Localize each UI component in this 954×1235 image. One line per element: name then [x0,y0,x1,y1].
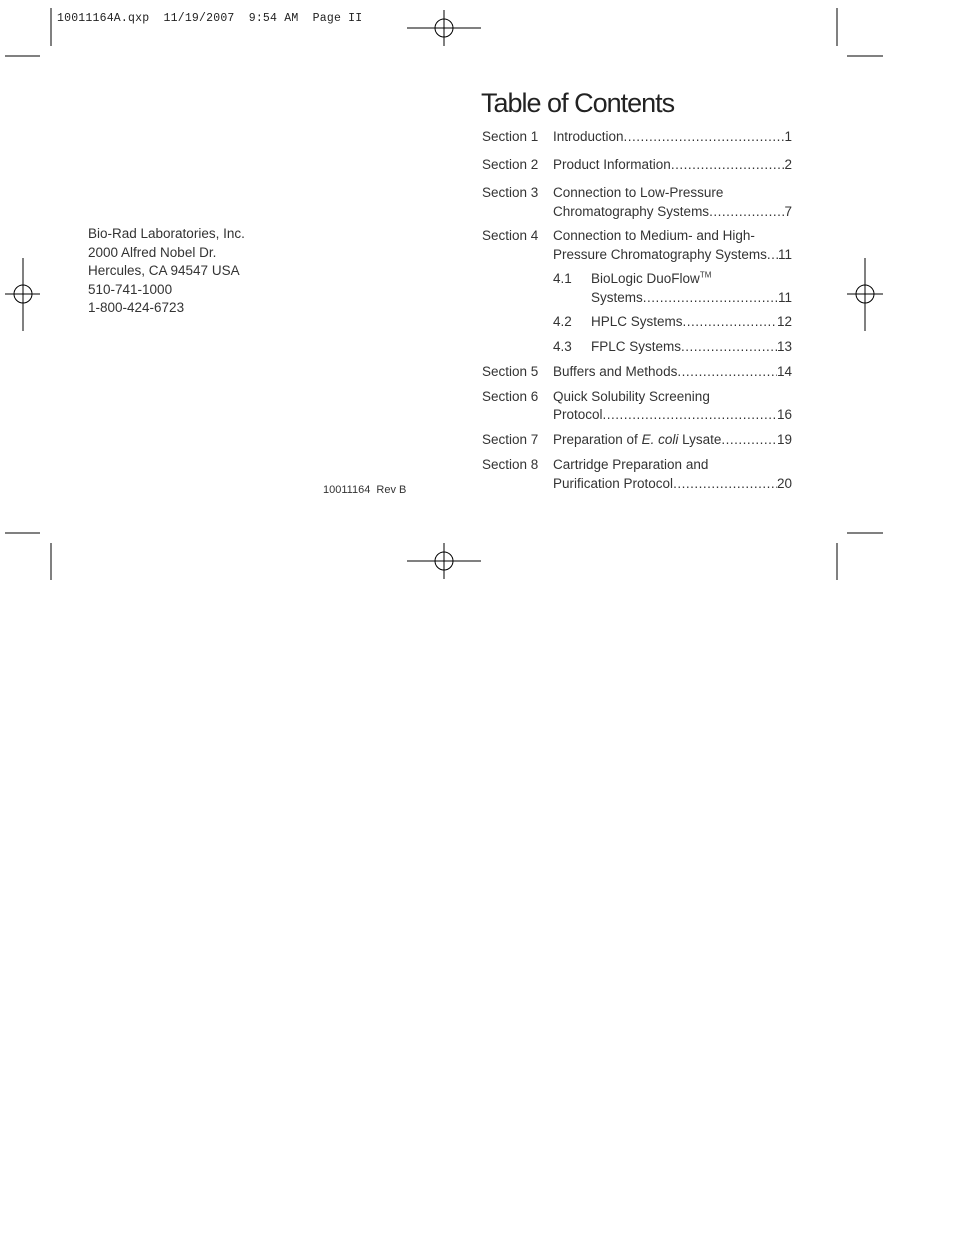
registration-mark-bottom [407,543,481,579]
page-number: 19 [776,432,792,447]
dot-leader [721,431,777,450]
entry-title: Introduction [553,129,624,144]
toc-entry-section-7 [482,431,792,450]
dot-leader [603,406,777,425]
dot-leader [767,246,778,265]
toc-entry-section-1 [482,128,792,147]
toc-entry-section-5 [482,363,792,382]
page-number: 12 [776,314,792,329]
entry-title: Connection to Low-Pressure [553,185,724,200]
toll-free-number: 1-800-424-6723 [88,300,185,316]
page-number: 14 [776,363,792,379]
entry-title-continued: Systems [591,289,643,305]
entry-title-prefix: Preparation of [553,432,642,447]
page-number: 1 [784,129,792,144]
entry-title [553,431,721,450]
subsection-label: 4.2 [553,314,572,329]
toc-entry-4-3 [482,338,792,357]
section-label: Section 6 [482,388,539,404]
entry-title-suffix: Lysate [678,432,722,447]
page-number: 7 [784,203,792,219]
entry-title: BioLogic DuoFlow [591,271,700,286]
dot-leader [673,475,777,494]
dot-leader [671,156,785,175]
page-number: 13 [776,338,792,354]
section-label: Section 5 [482,363,539,379]
document-revision-code: 10011164 Rev B [323,484,407,496]
toc-entry-section-6 [482,388,792,425]
print-slug-line: 10011164A.qxp 11/19/2007 9:54 AM Page II [57,12,363,25]
subsection-label: 4.3 [553,338,572,354]
entry-title: Connection to Medium- and High- [553,228,755,243]
entry-title: Quick Solubility Screening [553,388,710,404]
page-number: 11 [777,246,792,262]
entry-title: HPLC Systems [591,314,683,329]
entry-title-continued: Chromatography Systems [553,203,710,219]
entry-title: FPLC Systems [591,338,682,354]
table-of-contents [482,128,792,493]
registration-mark-top [407,10,481,46]
entry-title-continued: Purification Protocol [553,475,674,491]
toc-entry-4-2 [482,313,792,332]
toc-entry-section-8 [482,456,792,493]
entry-title: Buffers and Methods [553,363,678,379]
toc-entry-section-4 [482,227,792,264]
page-number: 11 [777,289,792,305]
page-number: 20 [776,475,792,491]
street-address: 2000 Alfred Nobel Dr. [88,244,217,260]
section-label: Section 8 [482,457,539,472]
subsection-label: 4.1 [553,271,572,286]
section-label: Section 2 [482,157,539,172]
page-number: 16 [776,407,792,422]
entry-title: Cartridge Preparation and [553,457,709,472]
section-label: Section 4 [482,228,539,243]
company-address [88,225,245,318]
toc-entry-section-3 [482,184,792,221]
company-name: Bio-Rad Laboratories, Inc. [88,226,245,241]
section-label: Section 3 [482,185,539,200]
trademark-symbol: TM [699,270,712,280]
dot-leader [709,203,784,222]
dot-leader [683,313,777,332]
toc-entry-4-1 [482,270,792,307]
phone-number: 510-741-1000 [88,281,173,297]
entry-title-continued: Pressure Chromatography Systems [553,246,767,262]
dot-leader [681,338,777,357]
section-label: Section 1 [482,129,539,144]
registration-mark-right [847,258,883,331]
entry-title-species: E. coli [641,432,679,447]
toc-entry-section-2 [482,156,792,175]
registration-mark-left [5,258,40,331]
toc-title: Table of Contents [481,88,675,118]
section-label: Section 7 [482,432,539,447]
city-state-zip: Hercules, CA 94547 USA [88,263,240,279]
dot-leader [643,289,778,308]
dot-leader [677,363,777,382]
page-number: 2 [784,157,792,172]
entry-title: Product Information [553,157,671,172]
dot-leader [624,128,785,147]
entry-title-continued: Protocol [553,407,603,422]
